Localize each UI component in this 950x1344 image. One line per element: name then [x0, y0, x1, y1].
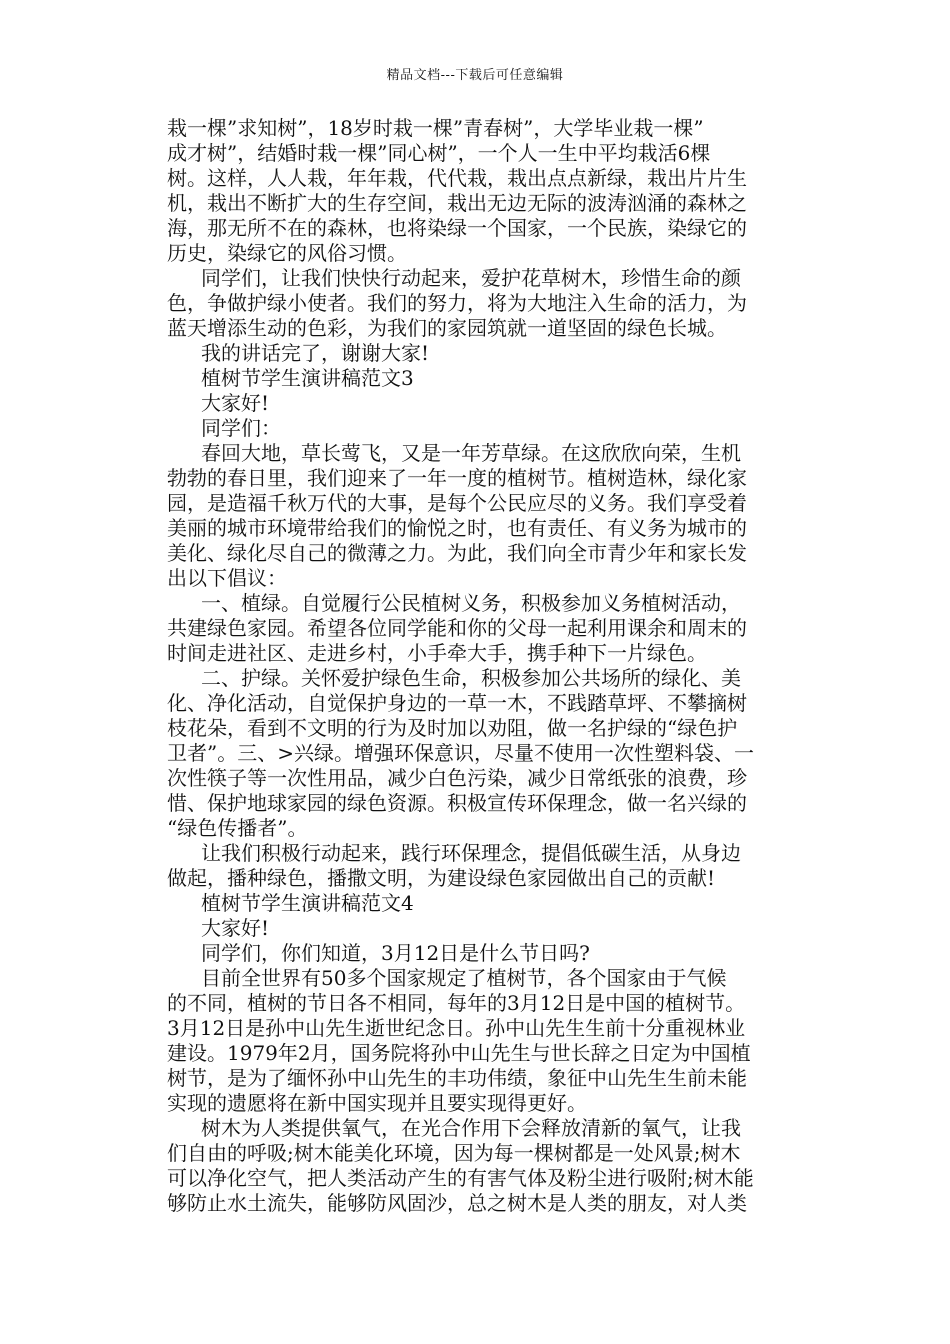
- text-line: 时间走进社区、走进乡村，小手牵大手，携手种下一片绿色。: [167, 641, 707, 665]
- text-line: 的不同，植树的节日各不相同，每年的3月12日是中国的植树节。: [167, 991, 746, 1015]
- text-line: 做起，播种绿色，播撒文明，为建设绿色家园做出自己的贡献!: [167, 866, 716, 890]
- page-header: 精品文档---下载后可任意编辑: [386, 68, 564, 83]
- text-line: 枝花朵，看到不文明的行为及时加以劝阻，做一名护绿的“绿色护: [167, 716, 738, 740]
- text-line: 园，是造福千秋万代的大事，是每个公民应尽的义务。我们享受着: [167, 491, 747, 515]
- text-line: 树。这样，人人栽，年年栽，代代栽，栽出点点新绿，栽出片片生: [167, 166, 747, 190]
- text-line: 机，栽出不断扩大的生存空间，栽出无边无际的波涛汹涌的森林之: [167, 191, 747, 215]
- text-line: 大家好!: [201, 391, 270, 415]
- text-line: 色，争做护绿小使者。我们的努力，将为大地注入生命的活力，为: [167, 291, 747, 315]
- text-line: 目前全世界有50多个国家规定了植树节，各个国家由于气候: [201, 966, 727, 990]
- text-line: 植树节学生演讲稿范文3: [201, 366, 414, 390]
- text-line: 让我们积极行动起来，践行环保理念，提倡低碳生活，从身边: [201, 841, 741, 865]
- text-line: “绿色传播者”。: [167, 816, 308, 840]
- text-line: 卫者”。三、>兴绿。增强环保意识，尽量不使用一次性塑料袋、一: [167, 741, 754, 765]
- text-line: 出以下倡议：: [167, 566, 287, 590]
- text-line: 树木为人类提供氧气，在光合作用下会释放清新的氧气，让我: [201, 1116, 741, 1140]
- text-line: 蓝天增添生动的色彩，为我们的家园筑就一道坚固的绿色长城。: [167, 316, 727, 340]
- text-line: 春回大地，草长莺飞，又是一年芳草绿。在这欣欣向荣，生机: [201, 441, 741, 465]
- text-line: 次性筷子等一次性用品，减少白色污染，减少日常纸张的浪费，珍: [167, 766, 747, 790]
- text-line: 我的讲话完了，谢谢大家!: [201, 341, 430, 365]
- text-line: 美化、绿化尽自己的微薄之力。为此，我们向全市青少年和家长发: [167, 541, 747, 565]
- text-line: 二、护绿。关怀爱护绿色生命，积极参加公共场所的绿化、美: [201, 666, 741, 690]
- text-line: 美丽的城市环境带给我们的愉悦之时，也有责任、有义务为城市的: [167, 516, 747, 540]
- text-line: 同学们，你们知道，3月12日是什么节日吗?: [201, 941, 590, 965]
- text-line: 建设。1979年2月，国务院将孙中山先生与世长辞之日定为中国植: [167, 1041, 751, 1065]
- text-line: 大家好!: [201, 916, 270, 940]
- text-line: 栽一棵”求知树”，18岁时栽一棵”青春树”，大学毕业栽一棵”: [167, 116, 704, 140]
- text-line: 们自由的呼吸;树木能美化环境，因为每一棵树都是一处风景;树木: [167, 1141, 741, 1165]
- text-line: 勃勃的春日里，我们迎来了一年一度的植树节。植树造林，绿化家: [167, 466, 747, 490]
- text-line: 够防止水土流失，能够防风固沙，总之树木是人类的朋友，对人类: [167, 1191, 747, 1215]
- text-line: 树节，是为了缅怀孙中山先生的丰功伟绩，象征中山先生生前未能: [167, 1066, 747, 1090]
- text-line: 同学们，让我们快快行动起来，爱护花草树木，珍惜生命的颜: [201, 266, 741, 290]
- text-line: 一、植绿。自觉履行公民植树义务，积极参加义务植树活动，: [201, 591, 741, 615]
- text-line: 植树节学生演讲稿范文4: [201, 891, 414, 915]
- text-line: 历史，染绿它的风俗习惯。: [167, 241, 407, 265]
- text-line: 实现的遗愿将在新中国实现并且要实现得更好。: [167, 1091, 587, 1115]
- document-body: [167, 116, 807, 1216]
- text-line: 可以净化空气，把人类活动产生的有害气体及粉尘进行吸附;树木能: [167, 1166, 754, 1190]
- text-line: 海，那无所不在的森林，也将染绿一个国家，一个民族，染绿它的: [167, 216, 747, 240]
- text-line: 成才树”，结婚时栽一棵”同心树”，一个人一生中平均栽活6棵: [167, 141, 711, 165]
- text-line: 化、净化活动，自觉保护身边的一草一木，不践踏草坪、不攀摘树: [167, 691, 747, 715]
- text-line: 惜、保护地球家园的绿色资源。积极宣传环保理念，做一名兴绿的: [167, 791, 747, 815]
- text-line: 同学们：: [201, 416, 281, 440]
- text-line: 3月12日是孙中山先生逝世纪念日。孙中山先生生前十分重视林业: [167, 1016, 746, 1040]
- text-line: 共建绿色家园。希望各位同学能和你的父母一起利用课余和周末的: [167, 616, 747, 640]
